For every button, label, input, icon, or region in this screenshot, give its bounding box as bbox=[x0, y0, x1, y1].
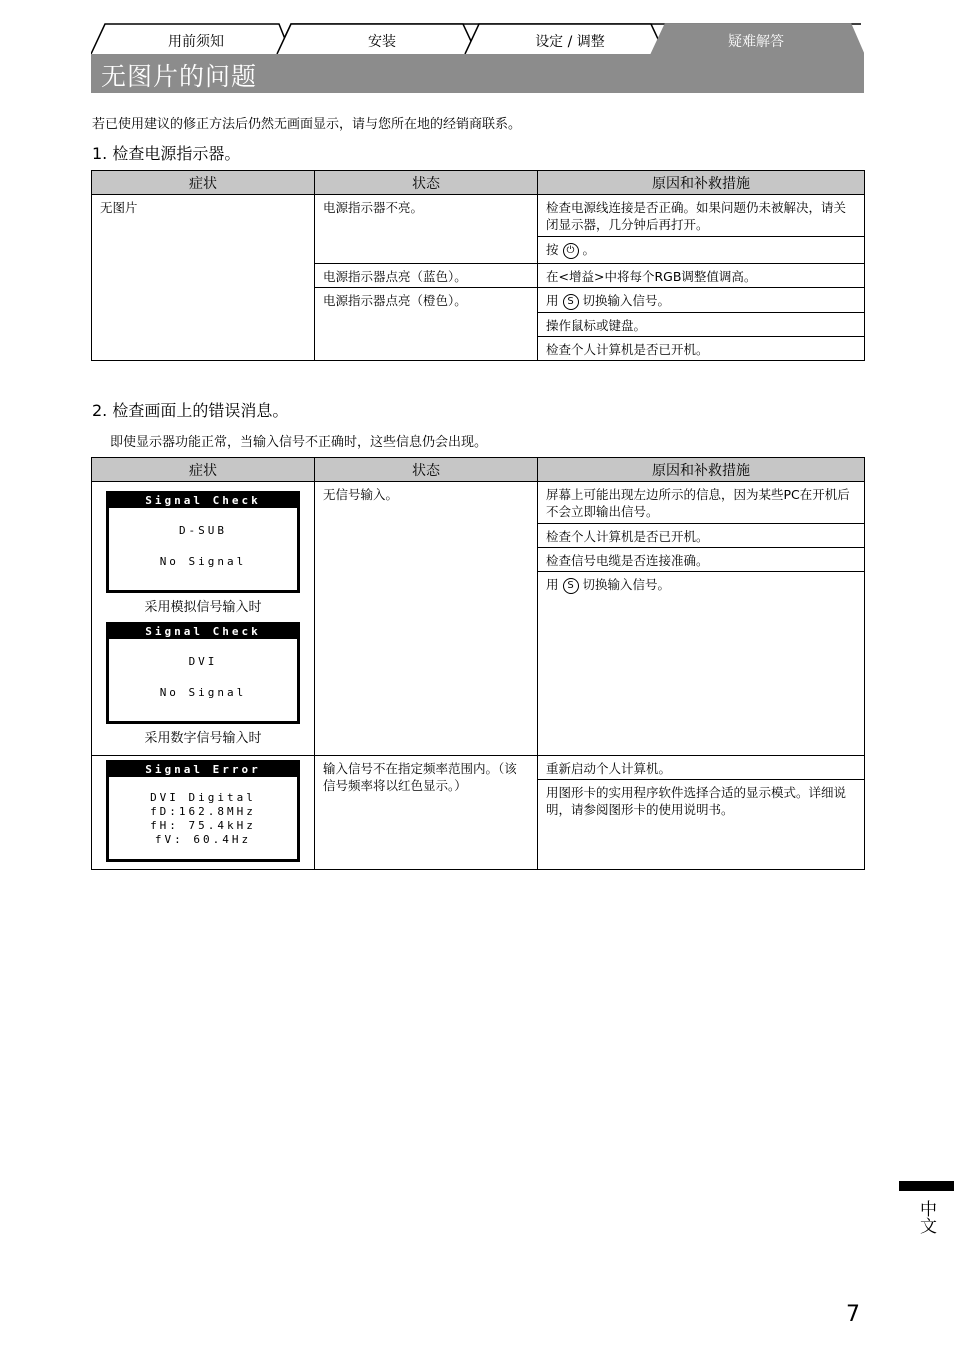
tab-installation[interactable]: 安装 bbox=[368, 34, 396, 50]
language-label: 中文 bbox=[916, 1200, 936, 1234]
symptom-cell bbox=[92, 756, 315, 870]
s-button-icon: S bbox=[563, 578, 579, 594]
header-symptom: 症状 bbox=[92, 171, 315, 195]
state-cell: 电源指示器点亮（橙色）。 bbox=[315, 288, 538, 361]
remedy-text: 用 bbox=[546, 577, 559, 592]
remedy-text: 。 bbox=[582, 242, 596, 257]
osd-line: D-SUB bbox=[178, 524, 228, 537]
header-symptom: 症状 bbox=[92, 458, 315, 482]
remedy-cell bbox=[538, 288, 865, 313]
tab-settings[interactable]: 设定 / 调整 bbox=[535, 34, 605, 50]
symptom-cell: 无图片 bbox=[92, 195, 315, 361]
language-marker-bar bbox=[899, 1181, 954, 1191]
osd-signal-check-dvi bbox=[106, 622, 300, 724]
page-number: 7 bbox=[846, 1302, 860, 1327]
symptom-cell bbox=[92, 482, 315, 756]
header-state: 状态 bbox=[315, 458, 538, 482]
section2-heading: 2. 检查画面上的错误消息。 bbox=[92, 401, 289, 420]
section1-heading: 1. 检查电源指示器。 bbox=[92, 144, 241, 163]
header-state: 状态 bbox=[315, 171, 538, 195]
osd-line: fV: 60.4Hz bbox=[154, 833, 252, 846]
remedy-cell: 检查个人计算机是否已开机。 bbox=[538, 524, 865, 548]
osd-title: Signal Check bbox=[109, 494, 297, 508]
osd-signal-error bbox=[106, 760, 300, 862]
state-cell: 电源指示器不亮。 bbox=[315, 195, 538, 264]
remedy-cell: 用图形卡的实用程序软件选择合适的显示模式。详细说明，请参阅图形卡的使用说明书。 bbox=[538, 780, 865, 870]
tab-bar bbox=[91, 22, 864, 54]
remedy-cell: 屏幕上可能出现左边所示的信息，因为某些PC在开机后不会立即输出信号。 bbox=[538, 482, 865, 524]
table-row bbox=[92, 195, 865, 237]
remedy-text: 切换输入信号。 bbox=[582, 293, 671, 308]
osd-line: No Signal bbox=[159, 555, 247, 568]
intro-text: 若已使用建议的修正方法后仍然无画面显示，请与您所在地的经销商联系。 bbox=[92, 117, 522, 132]
page-title: 无图片的问题 bbox=[101, 62, 258, 91]
table-row bbox=[92, 756, 865, 780]
remedy-cell bbox=[538, 572, 865, 756]
table-row bbox=[92, 482, 865, 524]
remedy-cell: 在<增益>中将每个RGB调整值调高。 bbox=[538, 264, 865, 288]
table-header-row bbox=[92, 458, 865, 482]
remedy-cell: 重新启动个人计算机。 bbox=[538, 756, 865, 780]
osd-line: No Signal bbox=[159, 686, 247, 699]
tab-troubleshooting[interactable]: 疑难解答 bbox=[728, 34, 784, 50]
error-message-table bbox=[91, 457, 865, 870]
osd-title: Signal Error bbox=[109, 763, 297, 777]
power-indicator-table bbox=[91, 170, 865, 361]
remedy-text: 按 bbox=[546, 242, 559, 257]
header-remedy: 原因和补救措施 bbox=[538, 458, 865, 482]
remedy-cell: 检查个人计算机是否已开机。 bbox=[538, 337, 865, 361]
osd-caption: 采用模拟信号输入时 bbox=[144, 600, 262, 615]
tab-before-use[interactable]: 用前须知 bbox=[168, 34, 224, 50]
osd-signal-check-dsub bbox=[106, 491, 300, 593]
osd-title: Signal Check bbox=[109, 625, 297, 639]
state-cell: 输入信号不在指定频率范围内。（该信号频率将以红色显示。） bbox=[315, 756, 538, 870]
remedy-cell: 检查信号电缆是否连接准确。 bbox=[538, 548, 865, 572]
remedy-cell: 操作鼠标或键盘。 bbox=[538, 313, 865, 337]
section2-note: 即使显示器功能正常，当输入信号不正确时，这些信息仍会出现。 bbox=[110, 435, 488, 450]
osd-line: DVI Digital bbox=[150, 791, 256, 804]
table-header-row bbox=[92, 171, 865, 195]
remedy-text: 切换输入信号。 bbox=[582, 577, 671, 592]
osd-caption: 采用数字信号输入时 bbox=[144, 731, 262, 746]
osd-line: fD:162.8MHz bbox=[150, 805, 256, 818]
title-bar bbox=[91, 54, 864, 93]
remedy-cell: 检查电源线连接是否正确。如果问题仍未被解决，请关闭显示器，几分钟后再打开。 bbox=[538, 195, 865, 237]
osd-line: DVI bbox=[188, 655, 218, 668]
state-cell: 无信号输入。 bbox=[315, 482, 538, 756]
osd-line: fH: 75.4kHz bbox=[150, 819, 256, 832]
remedy-text: 用 bbox=[546, 293, 559, 308]
remedy-cell bbox=[538, 237, 865, 264]
power-button-icon: ⏻ bbox=[563, 243, 579, 259]
header-remedy: 原因和补救措施 bbox=[538, 171, 865, 195]
state-cell: 电源指示器点亮（蓝色）。 bbox=[315, 264, 538, 288]
s-button-icon: S bbox=[563, 294, 579, 310]
